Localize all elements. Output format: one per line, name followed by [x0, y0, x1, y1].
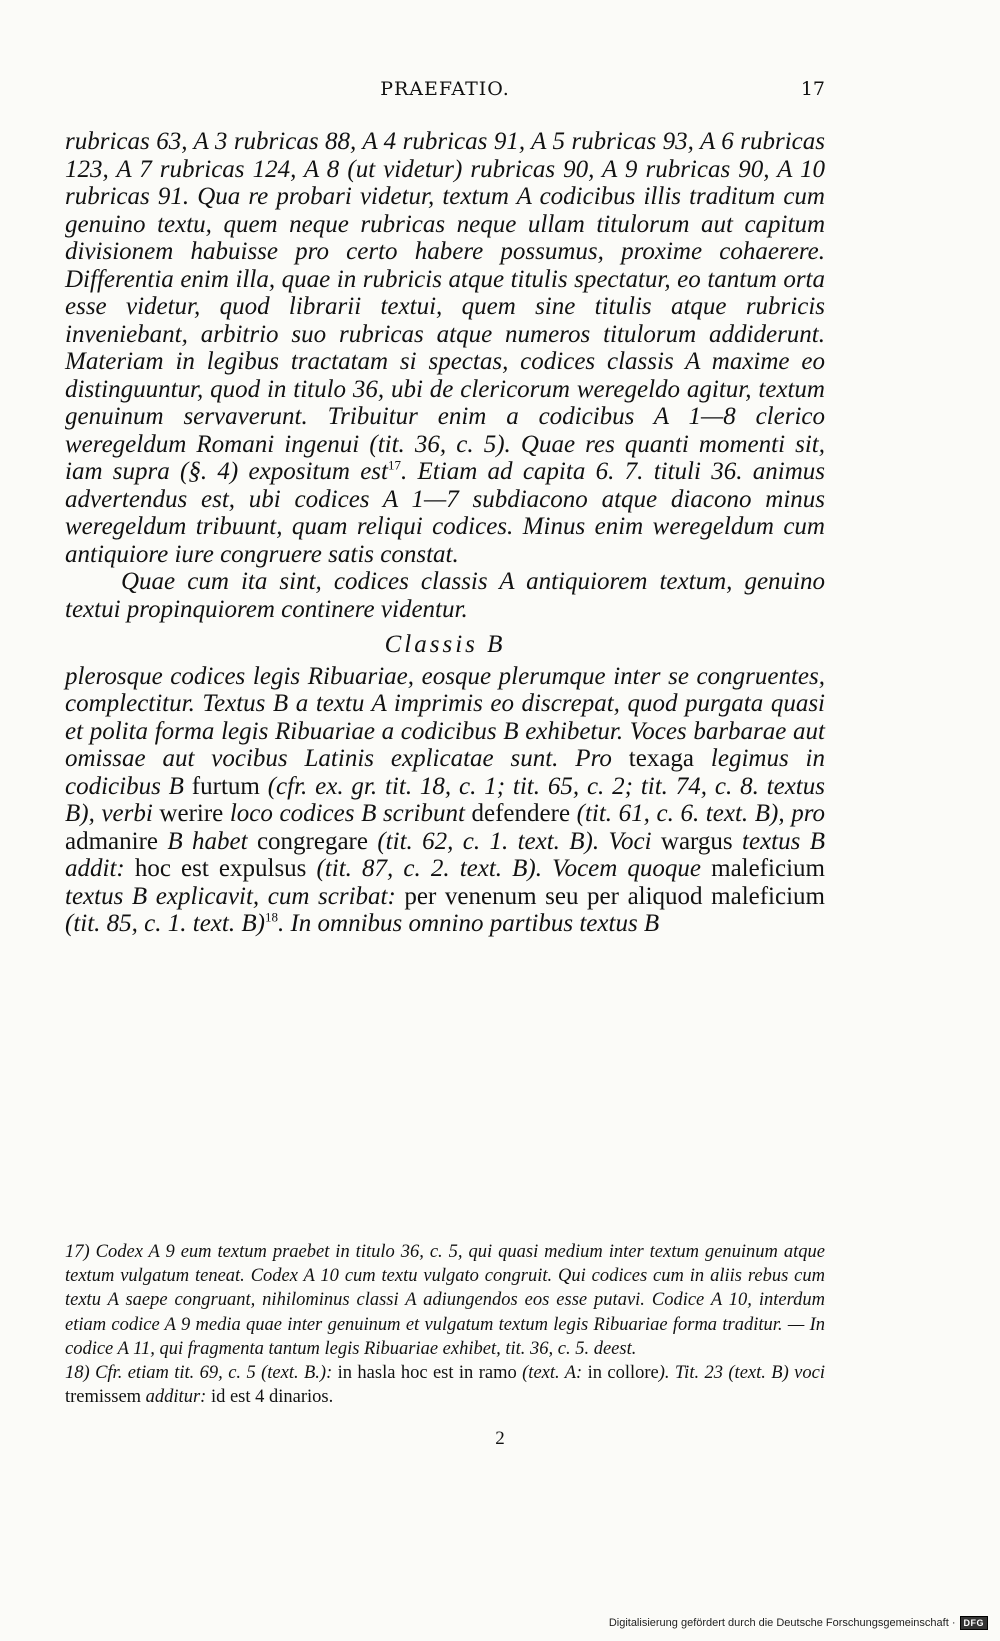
- text-run: (cfr. ex. gr. tit. 18, c. 1; tit. 65, c. 2; tit. 74, c. 8. textus B), verbi: [65, 772, 825, 827]
- vernacular-word: furtum: [191, 772, 260, 800]
- digitization-credit: [609, 1615, 988, 1631]
- credit-text: Digitalisierung gefördert durch die Deutsche Forschungsgemeinschaft ·: [608, 1617, 956, 1629]
- signature-mark: 2: [495, 1428, 505, 1449]
- text-run: 18) Cfr. etiam tit. 69, c. 5 (text. B.):: [65, 1363, 338, 1384]
- section-heading: Classis B: [384, 631, 506, 658]
- vernacular-word: congregare: [256, 827, 368, 855]
- text-run: . In omnibus omnino partibus textus B: [277, 910, 660, 937]
- text-run: B habet: [158, 827, 257, 855]
- footnote-17: 17) Codex A 9 eum textum praebet in titulo 36, c. 5, qui quasi medium inter textum genuinum atque textum vulgatum teneat. Codex A 10 cum textu vulgato congruit. Qui codices cum in aliis rebus cum textu A saepe congruant, nihilominus classi A adiungendos eos esse putavi. Codice A 10, interdum etiam codice A 9 media quae inter genuinum et vulgatum textum legis Ribuariae forma traditur. — In codice A 11, qui fragmenta tantum legis Ribuariae exhibet, tit. 36, c. 5. deest.: [65, 1242, 825, 1359]
- vernacular-word: wargus: [660, 827, 733, 855]
- paragraph-1: [65, 128, 825, 568]
- vernacular-word: werire: [159, 800, 224, 827]
- page-header: [65, 78, 825, 108]
- paragraph-1-part-a: rubricas 63, A 3 rubricas 88, A 4 rubricas 91, A 5 rubricas 93, A 6 rubricas 123, A 7 rubricas 124, A 8 (ut videtur) rubricas 90, A 9 rubricas 90, A 10 rubricas 91. Qua re probari videtur, textum A codicibus illis traditum cum genuino textu, quem neque rubricas neque ullam titulorum aut capitum divisionem habuisse pro certo habere possumus, proxime cohaerere. Differentia enim illa, quae in rubricis atque titulis spectatur, eo tantum orta esse videtur, quod librarii textui, quem sine titulis atque rubricis inveniebant, arbitrio suo rubricas atque numeros titulorum addiderunt. Materiam in legibus tractatam si spectas, codices classis A maxime eo distinguuntur, quod in titulo 36, ubi de clericorum weregeldo agitur, textum genuinum servaverunt. Tribuitur enim a codicibus A 1—8 clerico weregeldum Romani ingenui (tit. 36, c. 5). Quae res quanti momenti sit, iam supra (§. 4) expositum est: [65, 128, 825, 485]
- vernacular-word: maleficium: [711, 855, 825, 882]
- vernacular-word: hoc est expulsus: [134, 855, 307, 882]
- text-run: legimus in codicibus B: [65, 745, 826, 800]
- dfg-logo-icon: DFG: [960, 1616, 989, 1630]
- vernacular-word: per venenum seu per aliquod maleficium: [404, 882, 825, 910]
- text-run: (tit. 62, c. 1. text. B). Voci: [367, 827, 661, 855]
- vernacular-word: id est 4 dinarios: [210, 1387, 329, 1408]
- page-number: 17: [800, 78, 825, 100]
- vernacular-word: admanire: [65, 827, 159, 855]
- text-run: .: [328, 1387, 334, 1408]
- footnote-18: [65, 1361, 825, 1409]
- vernacular-word: tremissem: [65, 1387, 142, 1408]
- text-run: (tit. 87, c. 2. text. B). Vocem quoque: [306, 855, 712, 882]
- text-run: textus B explicavit, cum scribat:: [65, 882, 405, 910]
- footnote-ref-17[interactable]: 17: [387, 457, 401, 473]
- text-run: additur:: [141, 1387, 211, 1408]
- footnotes: [65, 1240, 825, 1409]
- paragraph-3: [65, 663, 825, 938]
- text-run: (tit. 61, c. 6. text. B), pro: [570, 800, 825, 827]
- footnote-ref-18[interactable]: 18: [264, 909, 278, 925]
- text-run: plerosque codices legis Ribuariae, eosque plerumque inter se congruentes, complectitur. Textus B a textu A imprimis eo discrepat, quod purgata quasi et polita forma legis Ribuariae a codicibus B exhibetur. Voces barbarae aut omissae aut vocibus Latinis explicatae sunt. Pro: [65, 662, 825, 772]
- text-run: (text. A:: [516, 1363, 588, 1384]
- vernacular-word: in collore: [587, 1363, 659, 1384]
- main-text: [65, 128, 825, 938]
- text-run: loco codices B scribunt: [223, 800, 472, 827]
- text-run: textus B addit:: [65, 827, 825, 882]
- text-run: (tit. 85, c. 1. text. B): [65, 910, 265, 937]
- paragraph-2: Quae cum ita sint, codices classis A antiquiorem textum, genuino textui propinquiorem continere videntur.: [65, 568, 825, 623]
- vernacular-word: texaga: [628, 745, 695, 772]
- vernacular-word: in hasla hoc est in ramo: [337, 1363, 517, 1384]
- vernacular-word: defendere: [471, 800, 571, 827]
- text-run: ). Tit. 23 (text. B) voci: [658, 1363, 825, 1384]
- running-title: PRAEFATIO.: [380, 78, 510, 100]
- paragraph-1-part-b: . Etiam ad capita 6. 7. tituli 36. animus advertendus est, ubi codices A 1—7 subdiacono atque diacono minus weregeldum tribuunt, quam reliqui codices. Minus enim weregeldum cum antiquiore iure congruere satis constat.: [65, 458, 826, 568]
